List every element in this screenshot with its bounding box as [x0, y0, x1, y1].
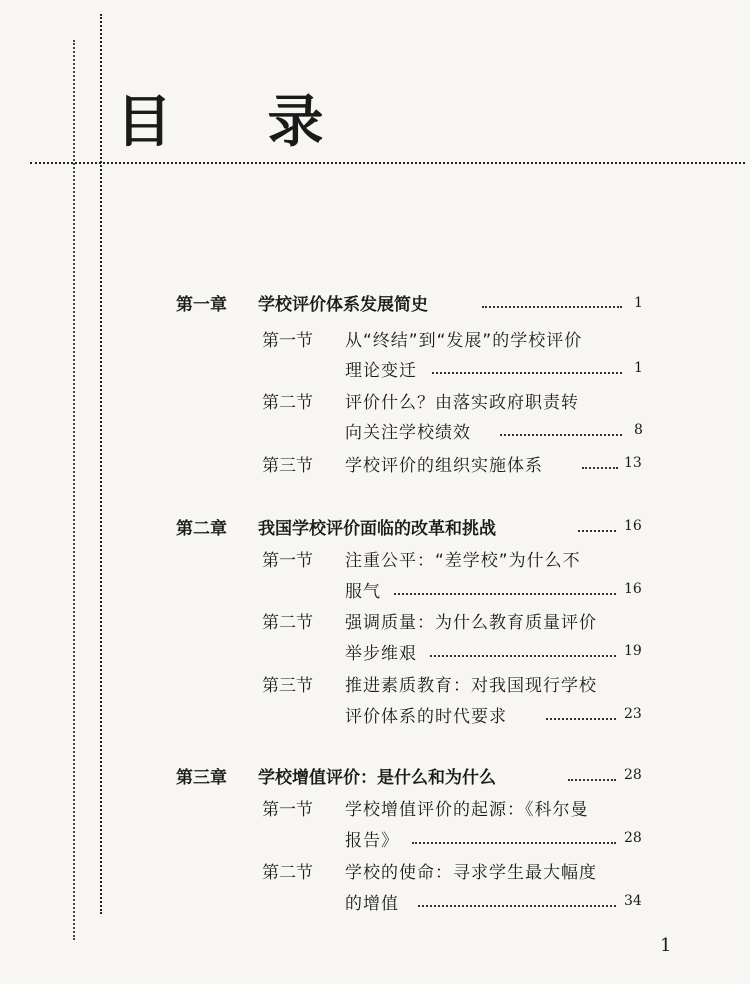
section-1-1-page: 1	[634, 360, 643, 376]
chapter-1-label: 第一章	[176, 295, 227, 315]
leader-dots	[500, 434, 622, 436]
section-1-1-title-line1: 从“终结”到“发展”的学校评价	[345, 331, 583, 351]
section-2-1-title-line1: 注重公平：“差学校”为什么不	[345, 551, 581, 571]
section-1-3-page: 13	[624, 455, 642, 471]
section-1-2-page: 8	[634, 422, 643, 438]
section-2-1-page: 16	[624, 581, 642, 597]
chapter-1-page: 1	[634, 295, 643, 311]
section-2-2-title-line1: 强调质量：为什么教育质量评价	[345, 613, 597, 633]
section-2-3-title-line2: 评价体系的时代要求	[345, 707, 507, 727]
section-2-2-label: 第二节	[262, 613, 313, 633]
leader-dots	[430, 655, 616, 657]
chapter-2-page: 16	[624, 518, 642, 534]
section-1-2-title-line2: 向关注学校绩效	[345, 423, 471, 443]
section-2-3-page: 23	[624, 706, 642, 722]
section-1-1-label: 第一节	[262, 331, 313, 351]
leader-dots	[418, 905, 616, 907]
vertical-dotted-rule-outer	[73, 40, 75, 940]
chapter-2-label: 第二章	[176, 519, 227, 539]
leader-dots	[394, 593, 616, 595]
section-1-3-label: 第三节	[262, 456, 313, 476]
leader-dots	[432, 372, 622, 374]
vertical-dotted-rule	[100, 14, 102, 914]
section-1-3-title-line1: 学校评价的组织实施体系	[345, 456, 543, 476]
section-3-2-label: 第二节	[262, 863, 313, 883]
section-1-2-label: 第二节	[262, 393, 313, 413]
chapter-2-title: 我国学校评价面临的改革和挑战	[258, 519, 496, 539]
section-3-1-page: 28	[624, 830, 642, 846]
leader-dots	[568, 779, 616, 781]
section-2-2-title-line2: 举步维艰	[345, 644, 417, 664]
page-title: 目 录	[116, 89, 362, 155]
leader-dots	[578, 530, 616, 532]
page-number: 1	[660, 935, 672, 956]
section-2-3-title-line1: 推进素质教育：对我国现行学校	[345, 676, 597, 696]
horizontal-dotted-rule	[30, 162, 745, 164]
section-3-2-title-line1: 学校的使命：寻求学生最大幅度	[345, 863, 597, 883]
section-3-2-page: 34	[624, 893, 642, 909]
section-2-3-label: 第三节	[262, 676, 313, 696]
section-3-1-title-line2: 报告》	[345, 831, 399, 851]
leader-dots	[412, 842, 616, 844]
section-3-1-title-line1: 学校增值评价的起源：《科尔曼	[345, 800, 589, 820]
section-2-1-label: 第一节	[262, 551, 313, 571]
chapter-1-title: 学校评价体系发展简史	[258, 295, 428, 315]
section-1-2-title-line1: 评价什么？由落实政府职责转	[345, 393, 579, 413]
leader-dots	[546, 718, 616, 720]
section-2-1-title-line2: 服气	[345, 582, 381, 602]
section-3-1-label: 第一节	[262, 800, 313, 820]
leader-dots	[582, 467, 618, 469]
chapter-3-page: 28	[624, 767, 642, 783]
section-2-2-page: 19	[624, 643, 642, 659]
leader-dots	[482, 306, 622, 308]
section-3-2-title-line2: 的增值	[345, 894, 399, 914]
chapter-3-title: 学校增值评价：是什么和为什么	[258, 768, 496, 788]
section-1-1-title-line2: 理论变迁	[345, 361, 417, 381]
chapter-3-label: 第三章	[176, 768, 227, 788]
